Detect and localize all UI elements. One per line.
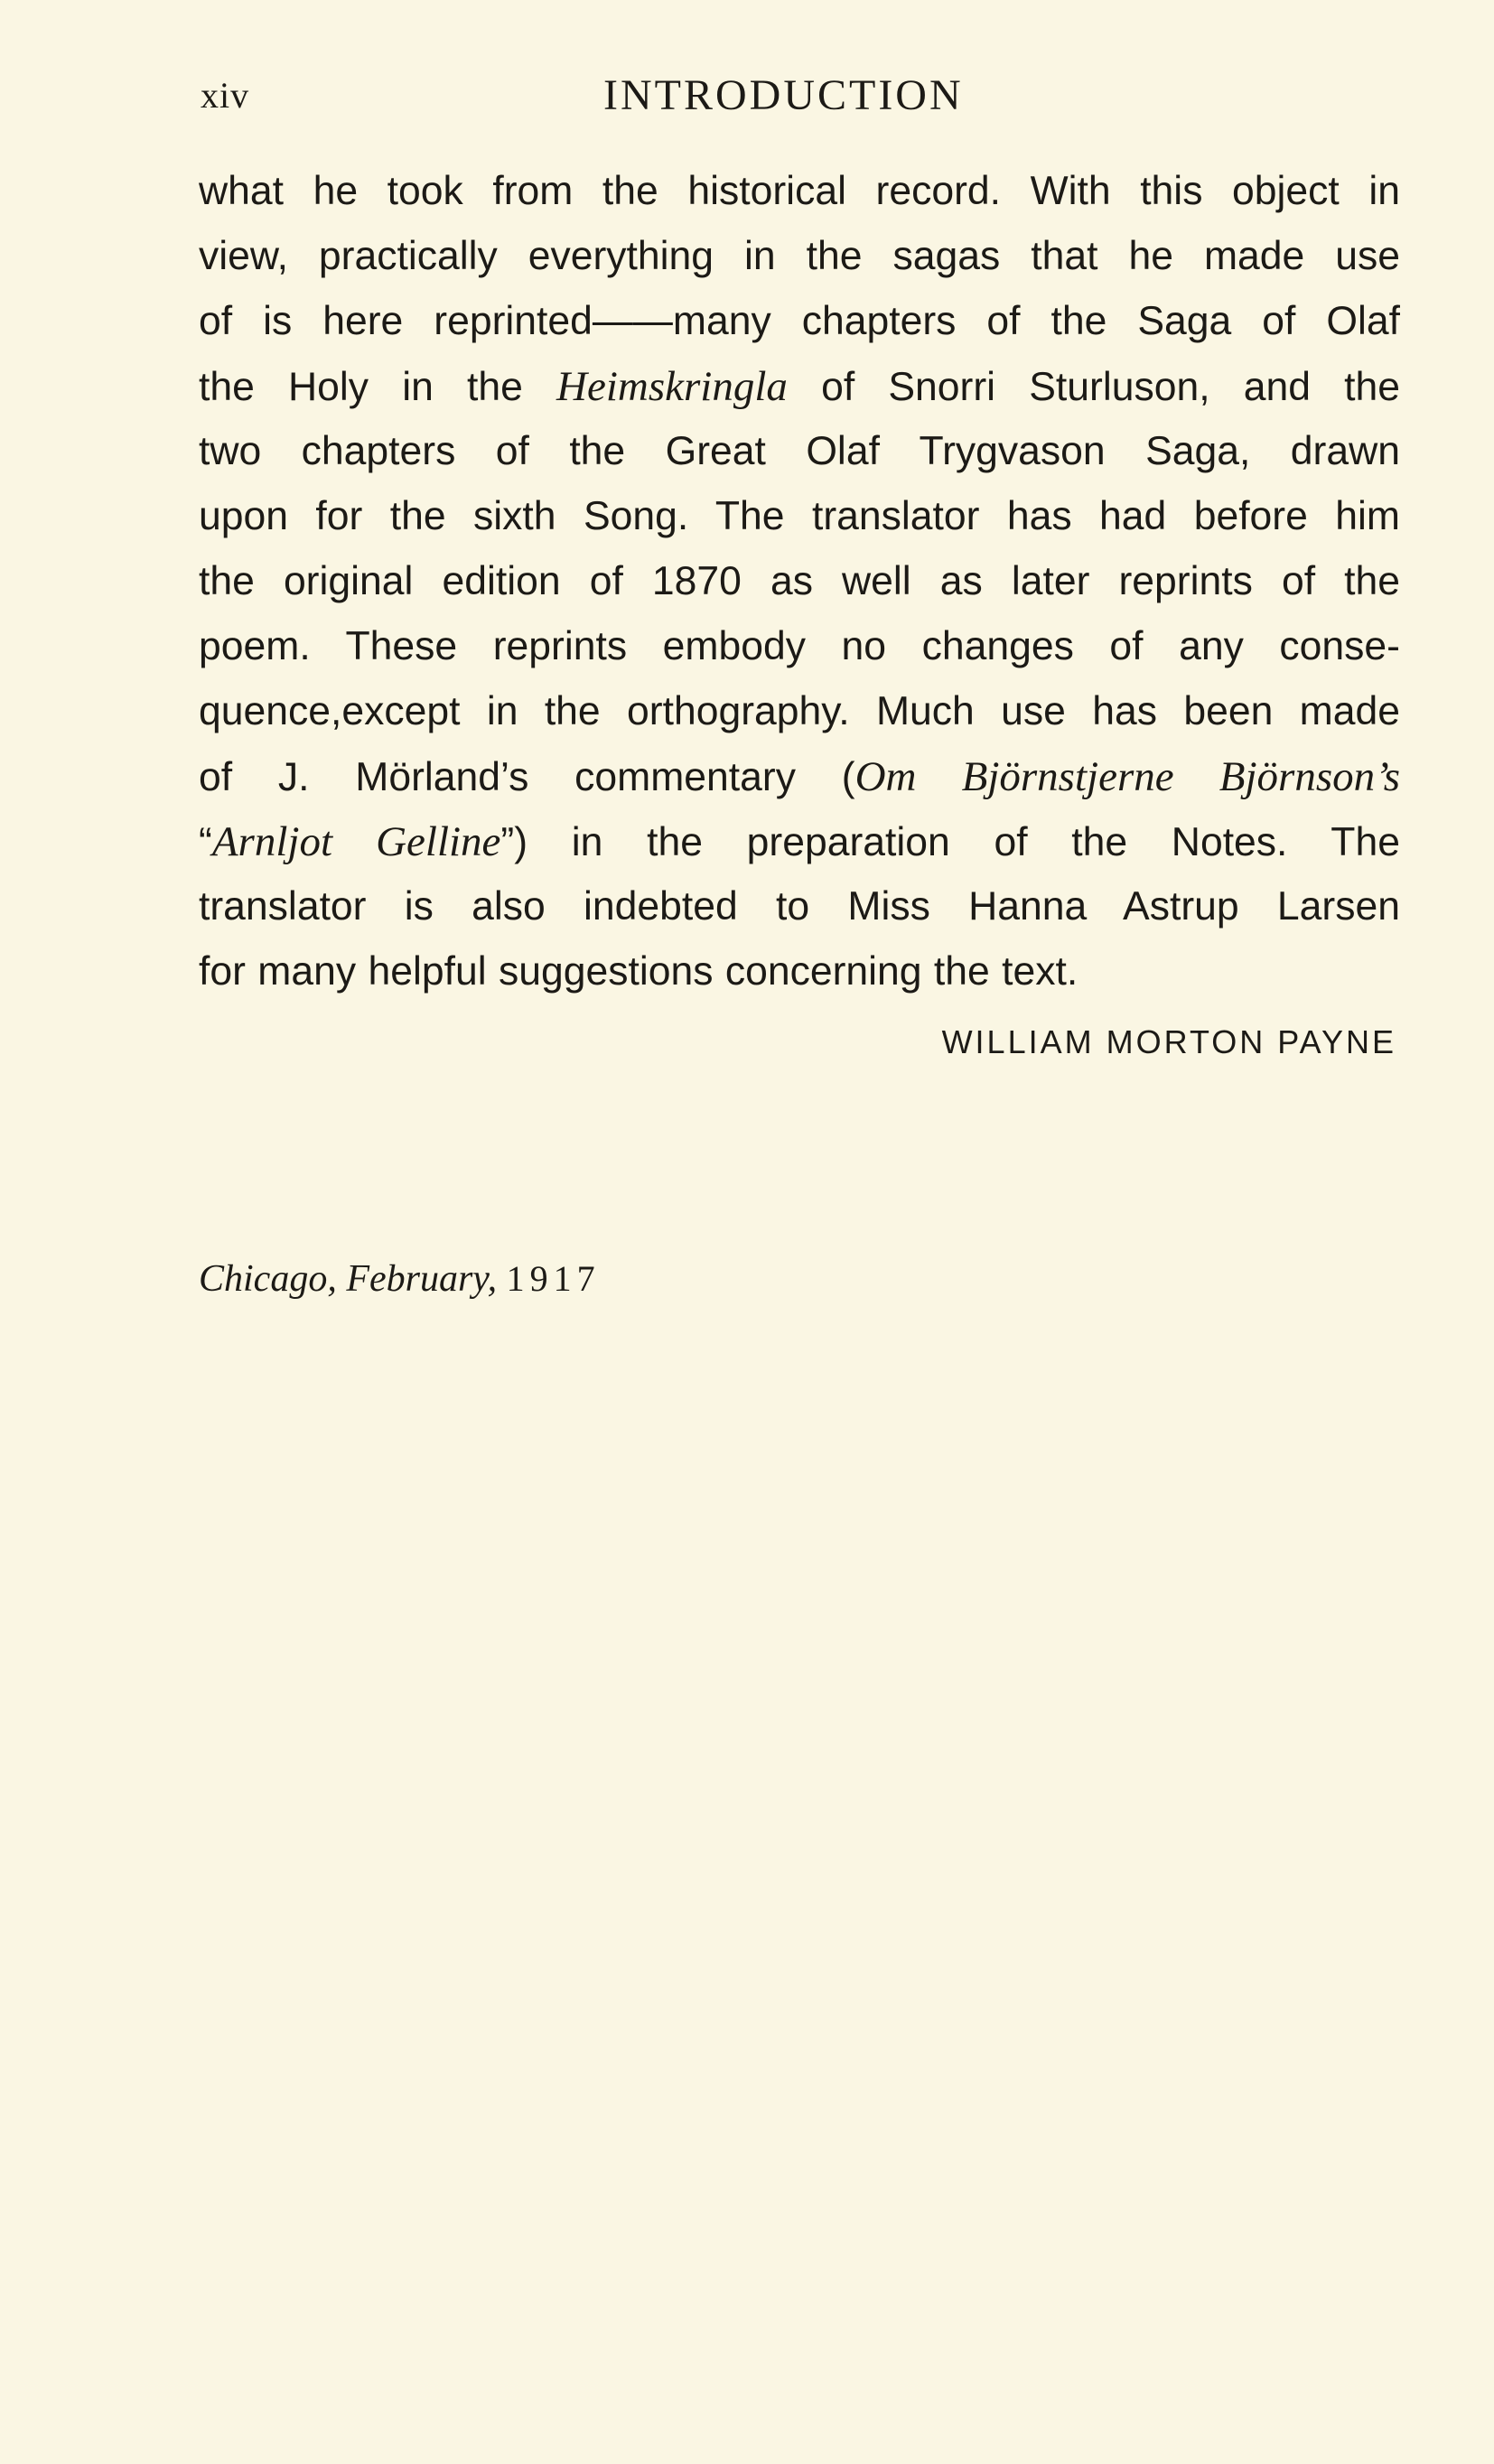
text-segment: ”) in the preparation of the Notes. The	[500, 820, 1400, 864]
text-line: two chapters of the Great Olaf Trygvason Saga, drawn	[199, 429, 1400, 473]
text-line: of is here reprinted——many chapters of the Saga of Olaf	[199, 299, 1400, 343]
dateline-place-date: Chicago, February,	[199, 1258, 498, 1300]
text-line: view, practically everything in the sagas that he made use	[199, 234, 1400, 278]
text-line: poem. These reprints embody no changes of any conse-	[199, 624, 1400, 668]
italic-title-heimskringla: Heimskringla	[556, 363, 788, 410]
dateline	[199, 1257, 601, 1301]
text-line: what he took from the historical record. With this object in	[199, 169, 1400, 213]
italic-title-arnljot-gelline: Arnljot Gelline	[211, 818, 501, 865]
text-line	[199, 744, 1400, 809]
text-line: upon for the sixth Song. The translator has had before him	[199, 494, 1400, 538]
author-signature: WILLIAM MORTON PAYNE	[941, 1023, 1396, 1060]
text-segment: of Snorri Sturluson, and the	[787, 365, 1400, 409]
introduction-paragraph	[199, 159, 1400, 1004]
text-segment: the Holy in the	[199, 365, 557, 409]
text-line	[199, 809, 1400, 874]
text-line: quence,except in the orthography. Much use has been made	[199, 689, 1400, 733]
text-line	[199, 354, 1400, 419]
dateline-year: 1917	[506, 1258, 601, 1299]
text-line: the original edition of 1870 as well as later reprints of the	[199, 559, 1400, 603]
page-number: xiv	[201, 75, 250, 116]
running-head	[199, 70, 1400, 134]
text-segment: “	[199, 820, 212, 864]
text-line: translator is also indebted to Miss Hanna Astrup Larsen	[199, 884, 1400, 929]
text-line: for many helpful suggestions concerning the text.	[199, 949, 1078, 994]
running-head-title: INTRODUCTION	[603, 71, 964, 119]
text-segment: of J. Mörland’s commentary (	[199, 755, 855, 799]
italic-title-commentary: Om Björnstjerne Björnson’s	[854, 753, 1400, 800]
